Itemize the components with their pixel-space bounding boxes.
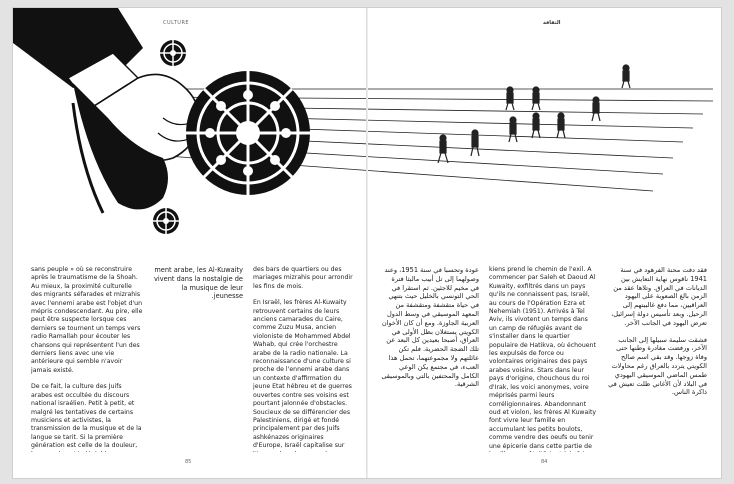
paragraph: عودة وتحسبا في سنة 1951، وعند وصولهما إلى تل أبيب مالبثا فترة في مخيم للاجئين. ثم استقرا في الحي التونسي بالخليل حيث بتنهي في حياة متقشفة ومتقشفة من المعهد الموسيقي في وسط الدول العربية الجاوزة. ومع أن كان الأخوان الكويتي يستغلان بظل الأولى في العراق، أصبحا بعيدين كل البعد عن تلك الضجة الحضرية. فلم تكن عائلتهم ولا مجموعتهما، تحمل هذا العبء، في مجتمع يكن الوعي الكامل والمحتفين بالتي وبالموسيقى الشرقية. [381, 266, 479, 389]
column-6 [607, 266, 707, 452]
rosette-small-bottom [153, 208, 179, 234]
paragraph: sans peuple » où se reconstruire après le traumatisme de la Shoah. Au mieux, la proximité culturelle des migrants séfarades et mizrahis avec l'ennemi arabe est l'objet d'un mépris condescendant. Au pire, elle peut être suspecte lorsque ces derniers se tournent un temps vers radio Ramallah pour écouter les chansons qui représentent l'un des derniers liens avec une vie antérieure qui semble n'avoir jamais existé. [31, 266, 143, 374]
rosette-large [186, 71, 310, 195]
column-3 [253, 266, 353, 452]
paragraph: kiens prend le chemin de l'exil. A commencer par Saleh et Daoud Al Kuwaity, exfiltrés dans un pays qu'ils ne connaissent pas, Israël, au cours de l'Opération Ezra et Nehemiah (1951). Arrivés à Tel Aviv, ils vivotent un temps dans un camp de réfugiés avant de s'installer dans le quartier populaire de Hatikva, où échouent les expulsés de force ou volontaires originaires des pays arabes voisins. Stars dans leur pays d'origine, chouchous du roi d'Irak, les voici anonymes, voire méprisés parmi leurs corréligionnaires. Abandonnant oud et violon, les frères Al Kuwaity font vivre leur famille en accumulant les petits boulots, comme vendre des oeufs ou tenir une épicerie dans cette partie de [489, 266, 597, 450]
paragraph: فقد دفت محنة الفرهود في سنة 1941 ناقوس نهاية التعايش بين الديانات في العراق. وتلاها عقد من الزمن بالغ الصعوبة على اليهود العراقيين، مما دفع غالبيتهم إلى الرحيل. وبعد تأسيس دولة إسرائيل، تعرض اليهود في الجانب الآخر. [611, 266, 707, 327]
paragraph: En Israël, les frères Al-Kuwaity retrouvent certains de leurs anciens camarades du Caire, comme Zuzu Musa, ancien violoniste de Mohammed Abdel Wahab, qui crée l'orchestre arabe de la radio nationale. La reconnaissance d'une culture si proche de l'ennemi arabe dans un contexte d'affirmation du jeune Etat hébreu et de guerres ouvertes contre ses voisins est pourtant jalonnée d'obstacles. Soucieux de se différencier des Palestiniens, dirigé et fondé principalement par des Juifs ashkénazes originaires d'Europe, Israël capitalise sur [253, 299, 352, 450]
paragraph: des bars de quartiers ou des mariages mizrahis pour arrondir les fins de mois. [253, 266, 353, 290]
magazine-spread [13, 8, 721, 478]
paragraph: ment arabe, les Al-Kuwaity vivent dans la nostalgie de la musique de leur jeunesse. [154, 266, 243, 301]
running-header-left: CULTURE [163, 20, 190, 26]
page-number-right: 84 [541, 459, 548, 465]
spine-gutter [366, 8, 368, 478]
rosette-small-top [160, 40, 186, 66]
column-4 [381, 266, 479, 452]
column-5 [489, 266, 597, 452]
paragraph: فشقت سليمة سبيلها إلى الجانب الآخر، ورفضت مغادرة وطنها حتى وفاة زوجها. وقد بقي اسم صالح الكويتي يتردد بالعراق رغم محاولات طمس الماضي الموسيقي اليهودي في البلاد لأن الأغاني ظلت تعيش في ذاكرة الناس. [608, 335, 707, 397]
running-header-right: الثقافة [543, 20, 561, 26]
column-1 [31, 266, 143, 452]
paragraph: De ce fait, la culture des Juifs arabes est occultée du discours national israélien. Petit à petit, et malgré les tentatives de certains musiciens et activistes, la transmission de la musique et de la langue se tarit. Si la première génération est celle de la douleur, [31, 383, 142, 450]
column-2 [153, 266, 243, 452]
page-number-left: 85 [185, 459, 192, 465]
